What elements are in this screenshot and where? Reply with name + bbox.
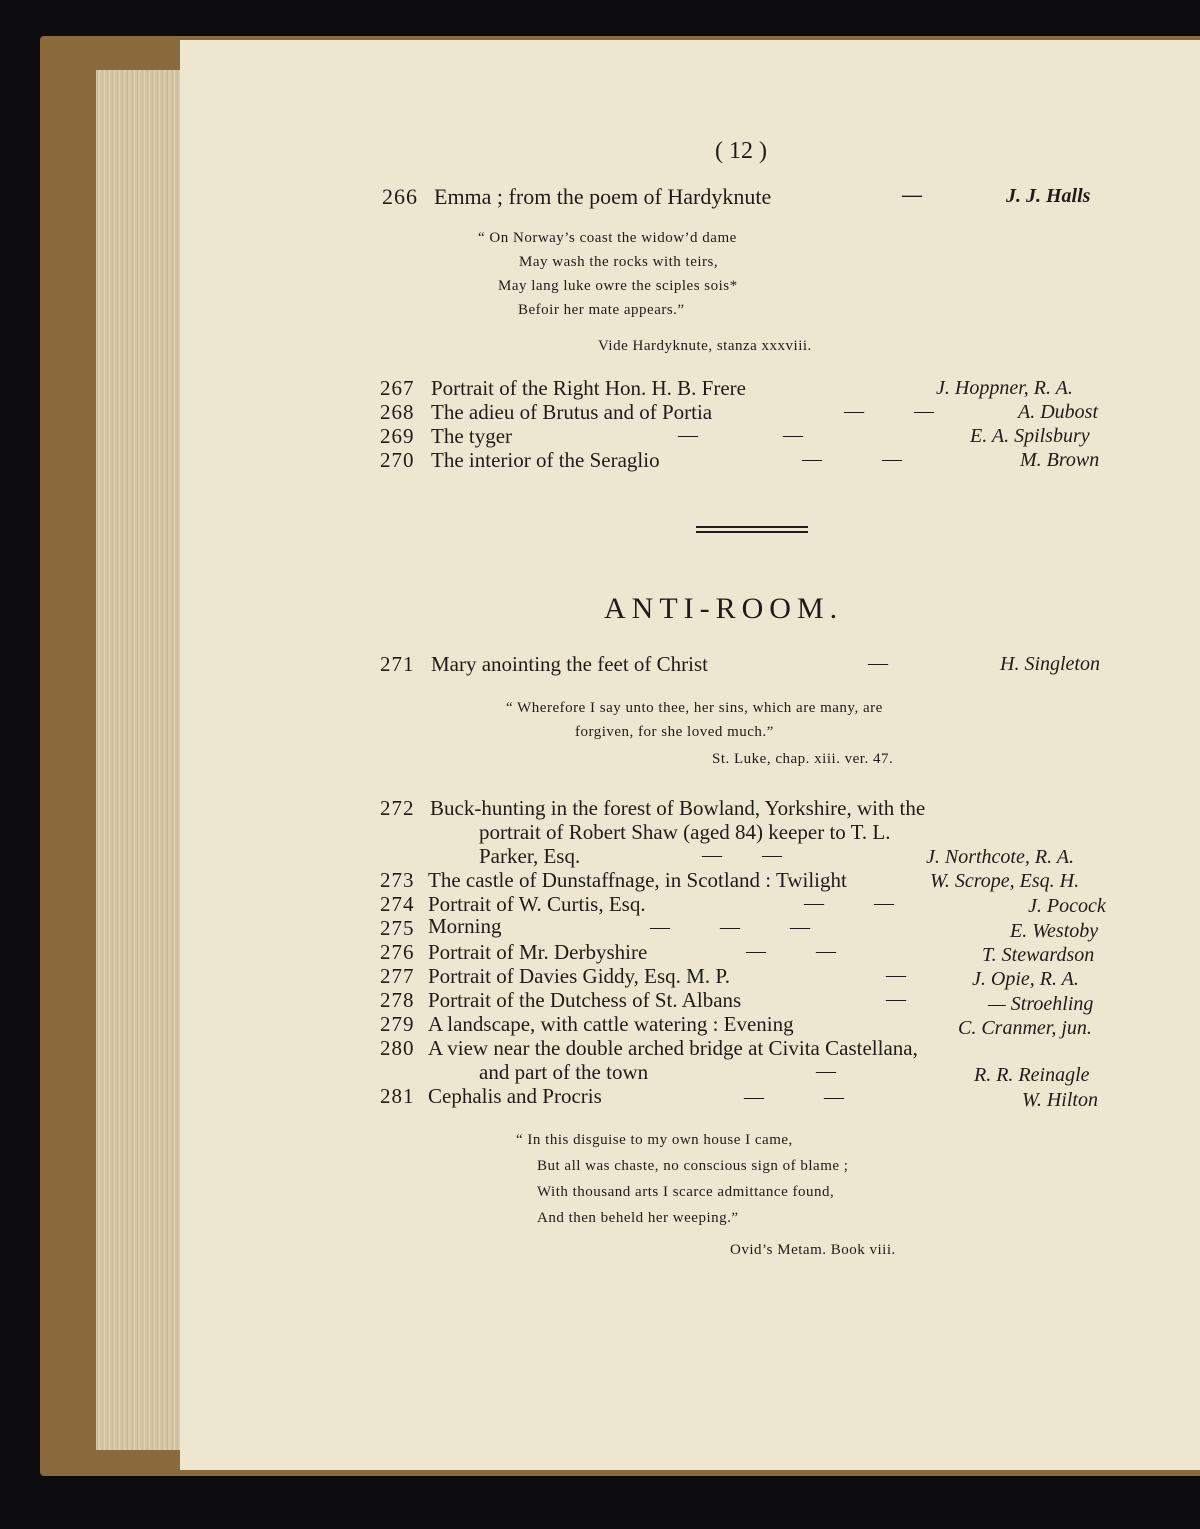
entry-artist-280: R. R. Reinagle: [974, 1064, 1090, 1086]
quote-281-line-2: But all was chaste, no conscious sign of blame ;: [537, 1158, 849, 1174]
quote-281-citation: Ovid’s Metam. Book viii.: [730, 1242, 896, 1258]
entry-number: 268: [380, 400, 415, 424]
entry-dashes-281: — —: [744, 1086, 844, 1108]
entry-artist: E. A. Spilsbury: [970, 425, 1090, 447]
entry-artist: J. Hoppner, R. A.: [936, 377, 1073, 399]
section-heading: ANTI-ROOM.: [604, 592, 844, 625]
entry-artist-281: W. Hilton: [1022, 1089, 1098, 1111]
entry-number: 277: [380, 964, 415, 988]
entry-dashes: —: [886, 964, 906, 986]
entry-dashes: — —: [802, 448, 902, 470]
entry-title: Portrait of the Right Hon. H. B. Frere: [431, 376, 746, 400]
entry-dashes: — —: [844, 400, 934, 422]
quote-271-line-2: forgiven, for she loved much.”: [575, 724, 774, 740]
entry-artist: M. Brown: [1020, 449, 1100, 471]
entry-272-dashes: — —: [702, 844, 782, 866]
entry-title: A landscape, with cattle watering : Evening: [428, 1012, 794, 1036]
entry-number-271: 271: [380, 652, 415, 676]
entry-272-line-1: Buck-hunting in the forest of Bowland, Yorkshire, with the: [430, 796, 926, 820]
entry-dash-266: —: [902, 184, 922, 206]
entry-number: 276: [380, 940, 415, 964]
entry-artist-266: J. J. Halls: [1006, 185, 1091, 207]
catalogue-page: [180, 40, 1200, 1470]
entry-number: 274: [380, 892, 415, 916]
entry-artist: T. Stewardson: [982, 944, 1095, 966]
entry-title: The interior of the Seraglio: [431, 448, 660, 472]
page-edges: [96, 70, 188, 1450]
entry-272-line-2: portrait of Robert Shaw (aged 84) keeper to T. L.: [479, 820, 891, 844]
entry-title: Portrait of W. Curtis, Esq.: [428, 892, 646, 916]
quote-281-line-4: And then beheld her weeping.”: [537, 1210, 739, 1226]
entry-dashes: — —: [746, 940, 836, 962]
entry-dashes: — —: [804, 892, 894, 914]
quote-266-citation: Vide Hardyknute, stanza xxxviii.: [598, 338, 812, 354]
quote-266-line-3: May lang luke owre the sciples sois*: [498, 278, 738, 294]
entry-280-line-2: and part of the town: [479, 1060, 649, 1084]
quote-266-line-4: Befoir her mate appears.”: [518, 302, 685, 318]
quote-266-line-2: May wash the rocks with teirs,: [519, 254, 719, 270]
entry-number: 267: [380, 376, 415, 400]
entry-dashes: — — —: [650, 916, 810, 938]
entry-artist-272: J. Northcote, R. A.: [926, 846, 1074, 868]
quote-281-line-3: With thousand arts I scarce admittance found,: [537, 1184, 835, 1200]
entry-number: 269: [380, 424, 415, 448]
entry-dash-271: —: [868, 652, 888, 674]
entry-number-273: 273: [380, 868, 415, 892]
entry-title: The adieu of Brutus and of Portia: [431, 400, 713, 424]
entry-artist-273: W. Scrope, Esq. H.: [930, 870, 1080, 892]
entry-number-281: 281: [380, 1084, 415, 1108]
entry-artist: J. Opie, R. A.: [972, 968, 1079, 990]
entry-title-271: Mary anointing the feet of Christ: [431, 652, 709, 676]
quote-271-line-1: “ Wherefore I say unto thee, her sins, which are many, are: [506, 700, 883, 716]
section-divider-top: [696, 526, 808, 528]
entry-title: The tyger: [431, 424, 513, 448]
entry-title-266: Emma ; from the poem of Hardyknute: [434, 184, 772, 209]
entry-title-281: Cephalis and Procris: [428, 1084, 602, 1108]
entry-280-line-1: A view near the double arched bridge at Civita Castellana,: [428, 1036, 918, 1060]
entry-title: Portrait of Davies Giddy, Esq. M. P.: [428, 964, 730, 988]
entry-dashes: — —: [678, 424, 803, 446]
entry-number: 278: [380, 988, 415, 1012]
entry-artist: C. Cranmer, jun.: [958, 1017, 1092, 1039]
entry-artist-271: H. Singleton: [1000, 653, 1100, 675]
entry-272-line-3: Parker, Esq.: [479, 844, 581, 868]
quote-266-line-1: “ On Norway’s coast the widow’d dame: [478, 230, 737, 246]
quote-281-line-1: “ In this disguise to my own house I came,: [516, 1132, 793, 1148]
entry-dashes: —: [886, 988, 906, 1010]
entry-title-273: The castle of Dunstaffnage, in Scotland : Twilight: [428, 868, 847, 892]
entry-dash-280: —: [816, 1060, 836, 1082]
entry-title: Portrait of the Dutchess of St. Albans: [428, 988, 742, 1012]
quote-271-citation: St. Luke, chap. xiii. ver. 47.: [712, 751, 894, 767]
entry-number-272: 272: [380, 796, 415, 820]
page-number: ( 12 ): [715, 138, 767, 164]
entry-title: Portrait of Mr. Derbyshire: [428, 940, 648, 964]
entry-artist: E. Westoby: [1010, 920, 1099, 942]
entry-artist: J. Pocock: [1028, 895, 1106, 917]
entry-number: 270: [380, 448, 415, 472]
entry-artist: A. Dubost: [1018, 401, 1098, 423]
entry-number: 279: [380, 1012, 415, 1036]
entry-title: Morning: [428, 914, 502, 938]
entry-number: 275: [380, 916, 415, 940]
entry-number-266: 266: [382, 184, 418, 209]
entry-artist: — Stroehling: [988, 993, 1094, 1015]
entry-number-280: 280: [380, 1036, 415, 1060]
section-divider-bottom: [696, 531, 808, 533]
